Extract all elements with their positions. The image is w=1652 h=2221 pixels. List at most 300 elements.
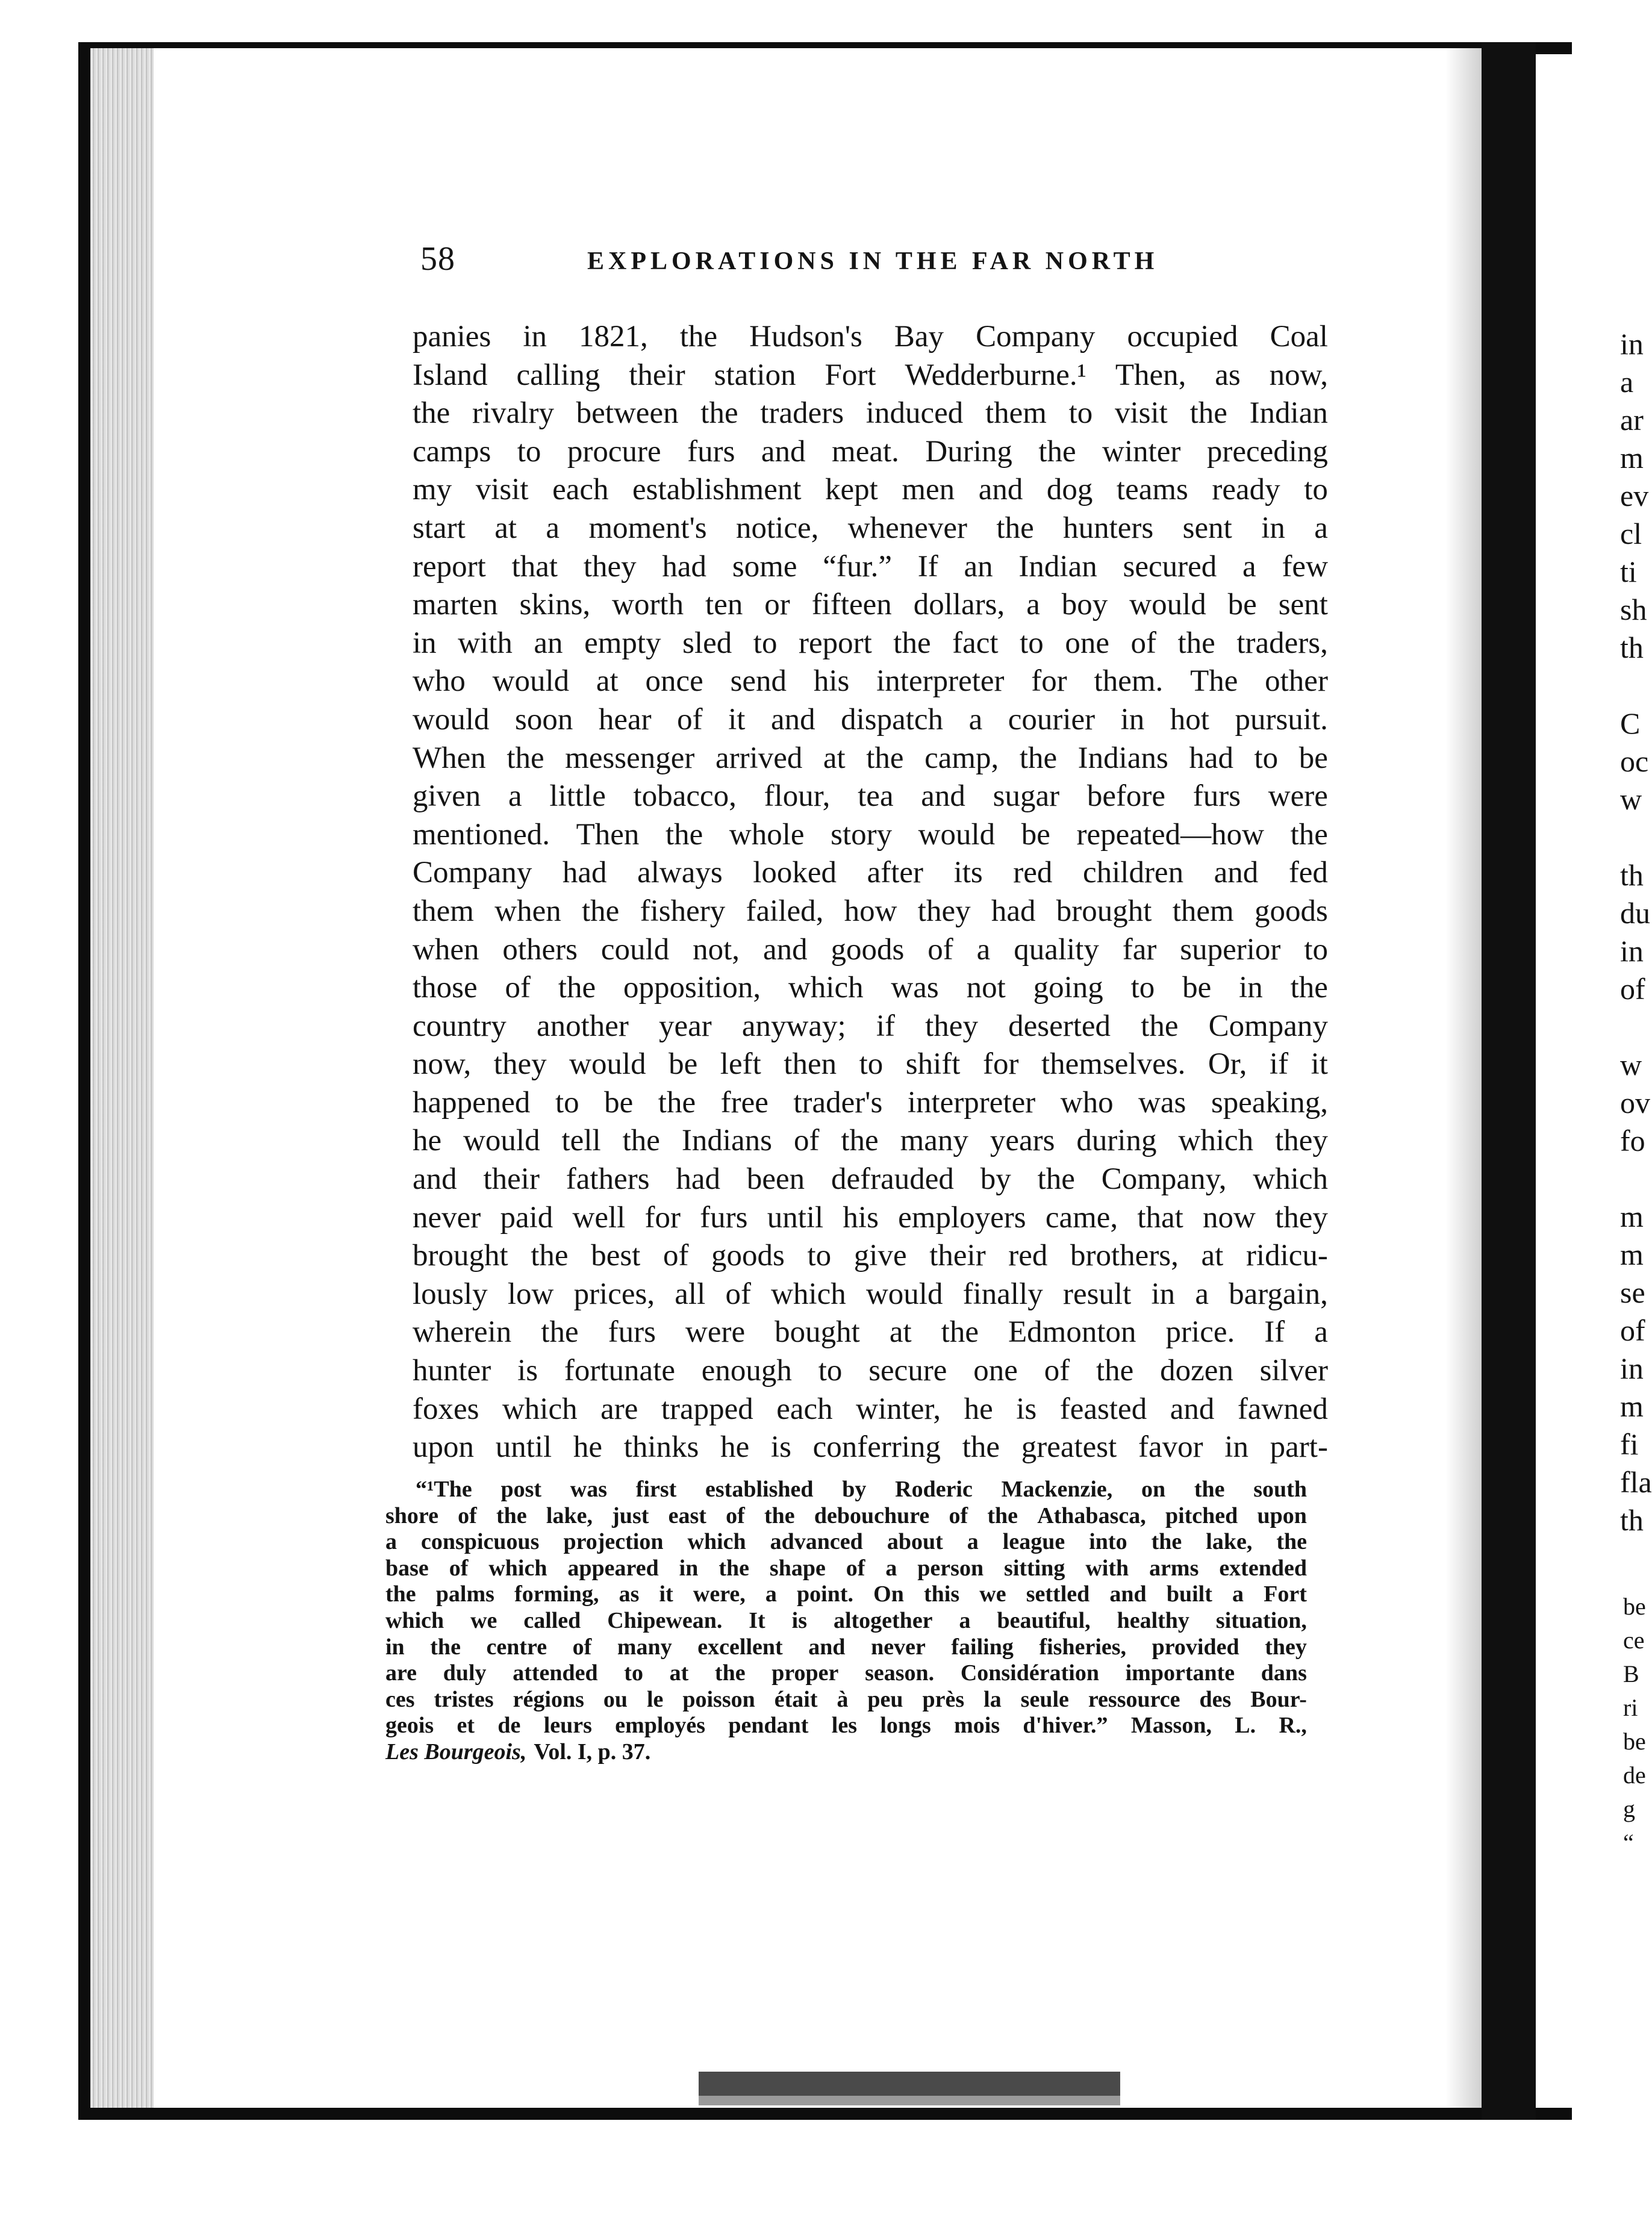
book-gutter	[1482, 42, 1536, 2120]
word: arrived	[715, 741, 803, 775]
word: boy	[1061, 588, 1108, 622]
word: sled	[682, 626, 732, 660]
word: an	[534, 626, 563, 660]
word: furs	[700, 1200, 748, 1235]
word: always	[637, 856, 723, 890]
word: upon	[413, 1430, 474, 1465]
right-page-fragment: fo	[1620, 1124, 1645, 1157]
right-page-fragment: cl	[1620, 517, 1642, 550]
word: to	[624, 1660, 643, 1686]
word: conferring	[812, 1430, 941, 1465]
word: were	[1268, 779, 1328, 814]
word: pitched	[1165, 1503, 1238, 1528]
word: quality	[1014, 932, 1099, 967]
word: are	[385, 1660, 417, 1686]
right-page-footnote-fragment: de	[1623, 1762, 1646, 1789]
word: Considération	[960, 1660, 1099, 1686]
word: would	[463, 1124, 540, 1158]
word: into	[1089, 1529, 1127, 1555]
word: et	[457, 1713, 475, 1739]
word: free	[720, 1085, 768, 1120]
word: Bay	[894, 320, 944, 354]
word: at	[889, 1315, 912, 1350]
word: south	[1253, 1477, 1307, 1502]
word: the	[1037, 1162, 1075, 1197]
word: would	[492, 664, 570, 699]
word: until	[495, 1430, 552, 1465]
word: to	[555, 1085, 579, 1120]
word: be	[1227, 588, 1257, 622]
right-page-fragment: ti	[1620, 555, 1637, 588]
word: ready	[1212, 473, 1280, 507]
word: happened	[413, 1085, 531, 1120]
word: lously	[413, 1277, 488, 1311]
word: when	[413, 932, 479, 967]
word: it	[728, 702, 746, 737]
page-number: 58	[420, 240, 455, 278]
word: each	[776, 1392, 833, 1426]
word: goods	[831, 932, 905, 967]
word: to	[1068, 396, 1093, 431]
word: given	[413, 779, 481, 814]
word: brothers,	[1070, 1239, 1179, 1273]
word: they	[1265, 1634, 1307, 1660]
word: provided	[1152, 1634, 1239, 1660]
word: fifteen	[811, 588, 892, 622]
right-page-text-fragments	[1620, 325, 1652, 1539]
word: once	[645, 664, 703, 699]
right-page-fragment: ov	[1620, 1086, 1650, 1120]
right-page-fragment: se	[1620, 1276, 1645, 1309]
word: R.,	[1279, 1713, 1307, 1739]
word: teams	[1116, 473, 1188, 507]
word: fathers	[566, 1162, 650, 1197]
word: a	[968, 702, 983, 737]
word: the	[987, 1503, 1018, 1528]
word: country	[413, 1009, 507, 1043]
body-text	[413, 318, 1328, 1467]
word: been	[746, 1162, 805, 1197]
word: sugar	[993, 779, 1060, 814]
word: an	[964, 549, 993, 584]
body-line	[413, 1352, 1328, 1391]
word: Chipewean.	[607, 1607, 723, 1633]
word: they	[1275, 1124, 1328, 1158]
word: appeared	[567, 1555, 659, 1581]
right-page-fragment: sh	[1620, 593, 1647, 626]
word: other	[1265, 664, 1328, 699]
right-page-fragment: ev	[1620, 479, 1649, 512]
word: in	[413, 626, 437, 660]
right-page-fragment	[1620, 818, 1644, 856]
word: des	[1199, 1686, 1232, 1712]
word: pursuit.	[1235, 702, 1328, 737]
word: d'hiver.”	[1023, 1713, 1108, 1739]
word: sent	[1278, 588, 1328, 622]
word: now,	[1269, 358, 1328, 392]
word: Masson,	[1130, 1713, 1212, 1739]
word: and	[1170, 1392, 1215, 1426]
word: failed,	[746, 894, 824, 928]
word: the	[679, 320, 718, 354]
word: now,	[413, 1047, 472, 1082]
word: and	[1214, 856, 1259, 890]
word: traders,	[1236, 626, 1328, 660]
word: 1821,	[579, 320, 648, 354]
word: Island	[413, 358, 488, 392]
citation-reference: Vol. I, p. 37.	[534, 1739, 651, 1765]
word: league	[1002, 1529, 1065, 1555]
word: established	[705, 1477, 814, 1502]
word: the	[1189, 396, 1227, 431]
word: fed	[1288, 856, 1328, 890]
right-page-fragment: du	[1620, 896, 1650, 930]
word: finally	[962, 1277, 1043, 1311]
word: shift	[905, 1047, 961, 1082]
word: be	[1182, 971, 1212, 1005]
word: of	[846, 1555, 865, 1581]
word: de	[497, 1713, 521, 1739]
word: proper	[771, 1660, 839, 1686]
word: called	[523, 1607, 581, 1633]
word: to	[1304, 932, 1328, 967]
word: be	[1021, 817, 1050, 852]
word: speaking,	[1211, 1085, 1328, 1120]
word: trader's	[793, 1085, 883, 1120]
word: the	[962, 1430, 1000, 1465]
page-curl-shadow	[1445, 48, 1482, 2108]
page-edges	[90, 48, 157, 2108]
word: he	[413, 1124, 442, 1158]
word: part-	[1270, 1430, 1328, 1465]
word: camps	[413, 434, 491, 469]
word: of	[449, 1555, 469, 1581]
right-page-footnote-fragment: B	[1623, 1660, 1639, 1687]
word: conspicuous	[421, 1529, 540, 1555]
word: some	[732, 549, 797, 584]
right-page-fragment: oc	[1620, 744, 1649, 778]
word: then	[784, 1047, 837, 1082]
word: well	[572, 1200, 626, 1235]
word: to	[1020, 626, 1044, 660]
word: tell	[561, 1124, 601, 1158]
word: before	[1086, 779, 1166, 814]
word: just	[612, 1503, 649, 1528]
word: to	[859, 1047, 884, 1082]
word: he	[964, 1392, 993, 1426]
word: lake,	[546, 1503, 593, 1528]
word: on	[1141, 1477, 1166, 1502]
word: now	[1203, 1200, 1256, 1235]
word: which	[1253, 1162, 1328, 1197]
word: empty	[584, 626, 661, 660]
word: as	[1215, 358, 1241, 392]
word: post	[500, 1477, 542, 1502]
word: if	[1269, 1047, 1289, 1082]
word: When	[413, 741, 486, 775]
footnote-line	[385, 1556, 1307, 1582]
word: at	[823, 741, 846, 775]
word: never	[413, 1200, 481, 1235]
word: feasted	[1059, 1392, 1147, 1426]
word: situation,	[1215, 1607, 1307, 1633]
word: to	[1304, 473, 1328, 507]
word: or	[764, 588, 790, 622]
right-page-fragment: a	[1620, 365, 1634, 399]
word: “¹The	[416, 1477, 472, 1502]
word: defrauded	[831, 1162, 954, 1197]
word: Roderic	[895, 1477, 973, 1502]
word: a	[1195, 1277, 1209, 1311]
word: the	[1276, 1529, 1307, 1555]
footnote-citation-line	[385, 1739, 1307, 1766]
word: them	[985, 396, 1047, 431]
word: which	[771, 1277, 846, 1311]
word: and	[808, 1634, 846, 1660]
word: the	[996, 511, 1034, 545]
word: greatest	[1021, 1430, 1117, 1465]
word: how	[844, 894, 897, 928]
word: the	[1096, 1354, 1134, 1388]
right-page-fragment	[1620, 1160, 1644, 1198]
word: anyway;	[741, 1009, 846, 1043]
word: of	[949, 1503, 968, 1528]
word: with	[1085, 1555, 1129, 1581]
word: “fur.”	[823, 549, 892, 584]
right-page-fragment: fla	[1620, 1465, 1652, 1499]
word: of	[1044, 1354, 1070, 1388]
word: the	[385, 1581, 416, 1607]
word: at	[1201, 1239, 1224, 1273]
word: the	[1290, 971, 1328, 1005]
footnote-line	[385, 1608, 1307, 1634]
word: goods	[711, 1239, 785, 1273]
word: they	[583, 549, 637, 584]
word: of	[505, 971, 531, 1005]
word: dozen	[1160, 1354, 1233, 1388]
word: for	[982, 1047, 1019, 1082]
word: after	[867, 856, 924, 890]
right-page-fragment: in	[1620, 327, 1644, 361]
word: forming,	[514, 1581, 599, 1607]
word: worth	[612, 588, 684, 622]
word: and	[921, 779, 965, 814]
word: winter,	[856, 1392, 941, 1426]
word: were	[685, 1315, 746, 1350]
word: their	[929, 1239, 986, 1273]
word: L.	[1235, 1713, 1256, 1739]
word: tristes	[434, 1686, 494, 1712]
word: foxes	[413, 1392, 479, 1426]
body-line	[413, 1045, 1328, 1084]
word: ou	[603, 1686, 628, 1712]
word: of	[458, 1503, 477, 1528]
word: the	[496, 1503, 527, 1528]
word: of	[793, 1124, 820, 1158]
word: rivalry	[472, 396, 554, 431]
word: Company	[1208, 1009, 1328, 1043]
word: person	[917, 1555, 984, 1581]
word: its	[953, 856, 983, 890]
word: he	[720, 1430, 750, 1465]
word: Then,	[1115, 358, 1186, 392]
footnote-line	[385, 1660, 1307, 1687]
body-line	[413, 1160, 1328, 1199]
body-line	[413, 1276, 1328, 1314]
word: projection	[563, 1529, 664, 1555]
word: the	[1194, 1477, 1225, 1502]
word: to	[1254, 741, 1279, 775]
word: when	[494, 894, 561, 928]
word: the	[764, 1503, 795, 1528]
word: près	[922, 1686, 965, 1712]
word: in	[1120, 702, 1145, 737]
word: came,	[1045, 1200, 1118, 1235]
word: would	[413, 702, 490, 737]
word: it	[1311, 1047, 1328, 1082]
word: sent	[1182, 511, 1232, 545]
right-page-footnote-fragment: ce	[1623, 1627, 1645, 1654]
body-line	[413, 509, 1328, 548]
word: establishment	[632, 473, 802, 507]
body-line	[413, 854, 1328, 892]
word: many	[900, 1124, 968, 1158]
word: had	[1189, 741, 1233, 775]
word: of	[726, 1503, 745, 1528]
word: in	[1151, 1277, 1176, 1311]
word: Hudson's	[749, 320, 862, 354]
word: going	[1033, 971, 1103, 1005]
word: moment's	[588, 511, 707, 545]
word: report	[798, 626, 872, 660]
word: they	[917, 894, 971, 928]
footnote-line	[385, 1687, 1307, 1713]
body-line	[413, 1008, 1328, 1046]
word: be	[604, 1085, 634, 1120]
word: a	[967, 1529, 979, 1555]
word: the	[507, 741, 544, 775]
word: hunter	[413, 1354, 491, 1388]
word: altogether	[833, 1607, 933, 1633]
word: Company,	[1101, 1162, 1227, 1197]
word: a	[508, 779, 522, 814]
word: wherein	[413, 1315, 512, 1350]
right-page-fragment: fi	[1620, 1427, 1639, 1461]
word: each	[552, 473, 609, 507]
word: my	[413, 473, 452, 507]
body-line	[413, 1391, 1328, 1429]
word: could	[600, 932, 670, 967]
word: be	[1298, 741, 1328, 775]
word: the	[558, 971, 596, 1005]
word: tobacco,	[633, 779, 737, 814]
word: procure	[567, 434, 661, 469]
word: Company	[976, 320, 1096, 354]
word: report	[413, 549, 486, 584]
word: panies	[413, 320, 491, 354]
word: as	[619, 1581, 640, 1607]
body-line	[413, 1428, 1328, 1467]
word: ten	[705, 588, 743, 622]
word: about	[887, 1529, 943, 1555]
word: of	[662, 1239, 689, 1273]
word: all	[675, 1277, 706, 1311]
word: deserted	[1008, 1009, 1111, 1043]
word: in	[523, 320, 547, 354]
word: ressource	[1088, 1686, 1180, 1712]
body-line	[413, 394, 1328, 433]
word: men	[902, 473, 955, 507]
word: we	[979, 1581, 1006, 1607]
word: best	[591, 1239, 641, 1273]
right-page-footnote-fragment: g	[1623, 1795, 1635, 1822]
right-page-footnote-fragment: be	[1623, 1728, 1646, 1755]
word: send	[730, 664, 787, 699]
word: the	[1177, 626, 1215, 660]
word: not,	[693, 932, 740, 967]
word: failing	[951, 1634, 1014, 1660]
word: Indians	[1077, 741, 1168, 775]
word: those	[413, 971, 478, 1005]
right-page-footnote-fragment: “	[1623, 1829, 1634, 1856]
word: one	[973, 1354, 1018, 1388]
word: opposition,	[623, 971, 761, 1005]
word: Fort	[1264, 1581, 1307, 1607]
footnote-line	[385, 1477, 1307, 1503]
word: would	[1129, 588, 1206, 622]
word: by	[842, 1477, 867, 1502]
word: between	[576, 396, 679, 431]
word: the	[714, 1660, 746, 1686]
word: which	[502, 1392, 578, 1426]
word: courier	[1008, 702, 1096, 737]
word: station	[714, 358, 796, 392]
word: upon	[1257, 1503, 1307, 1528]
word: winter	[1102, 434, 1181, 469]
word: the	[622, 1124, 660, 1158]
word: brought	[1056, 894, 1152, 928]
word: the	[841, 1124, 879, 1158]
word: silver	[1259, 1354, 1328, 1388]
word: excellent	[697, 1634, 783, 1660]
right-page-fragment: th	[1620, 858, 1644, 892]
word: a	[546, 511, 560, 545]
word: kept	[825, 473, 878, 507]
word: était	[774, 1686, 818, 1712]
word: the	[1290, 817, 1328, 852]
word: Mackenzie,	[1001, 1477, 1113, 1502]
word: skins,	[519, 588, 591, 622]
word: first	[635, 1477, 677, 1502]
word: a	[959, 1607, 971, 1633]
word: On	[873, 1581, 904, 1607]
word: their	[629, 358, 685, 392]
word: base	[385, 1555, 429, 1581]
word: are	[600, 1392, 638, 1426]
word: preceding	[1206, 434, 1328, 469]
bottom-edge-strip-light	[699, 2096, 1120, 2105]
word: superior	[1180, 932, 1281, 967]
word: it	[659, 1581, 673, 1607]
word: and	[1109, 1581, 1147, 1607]
word: geois	[385, 1713, 434, 1739]
word: little	[549, 779, 606, 814]
word: the	[665, 817, 703, 852]
word: and	[978, 473, 1023, 507]
word: a	[1232, 1581, 1244, 1607]
word: with	[458, 626, 513, 660]
word: during	[1076, 1124, 1157, 1158]
